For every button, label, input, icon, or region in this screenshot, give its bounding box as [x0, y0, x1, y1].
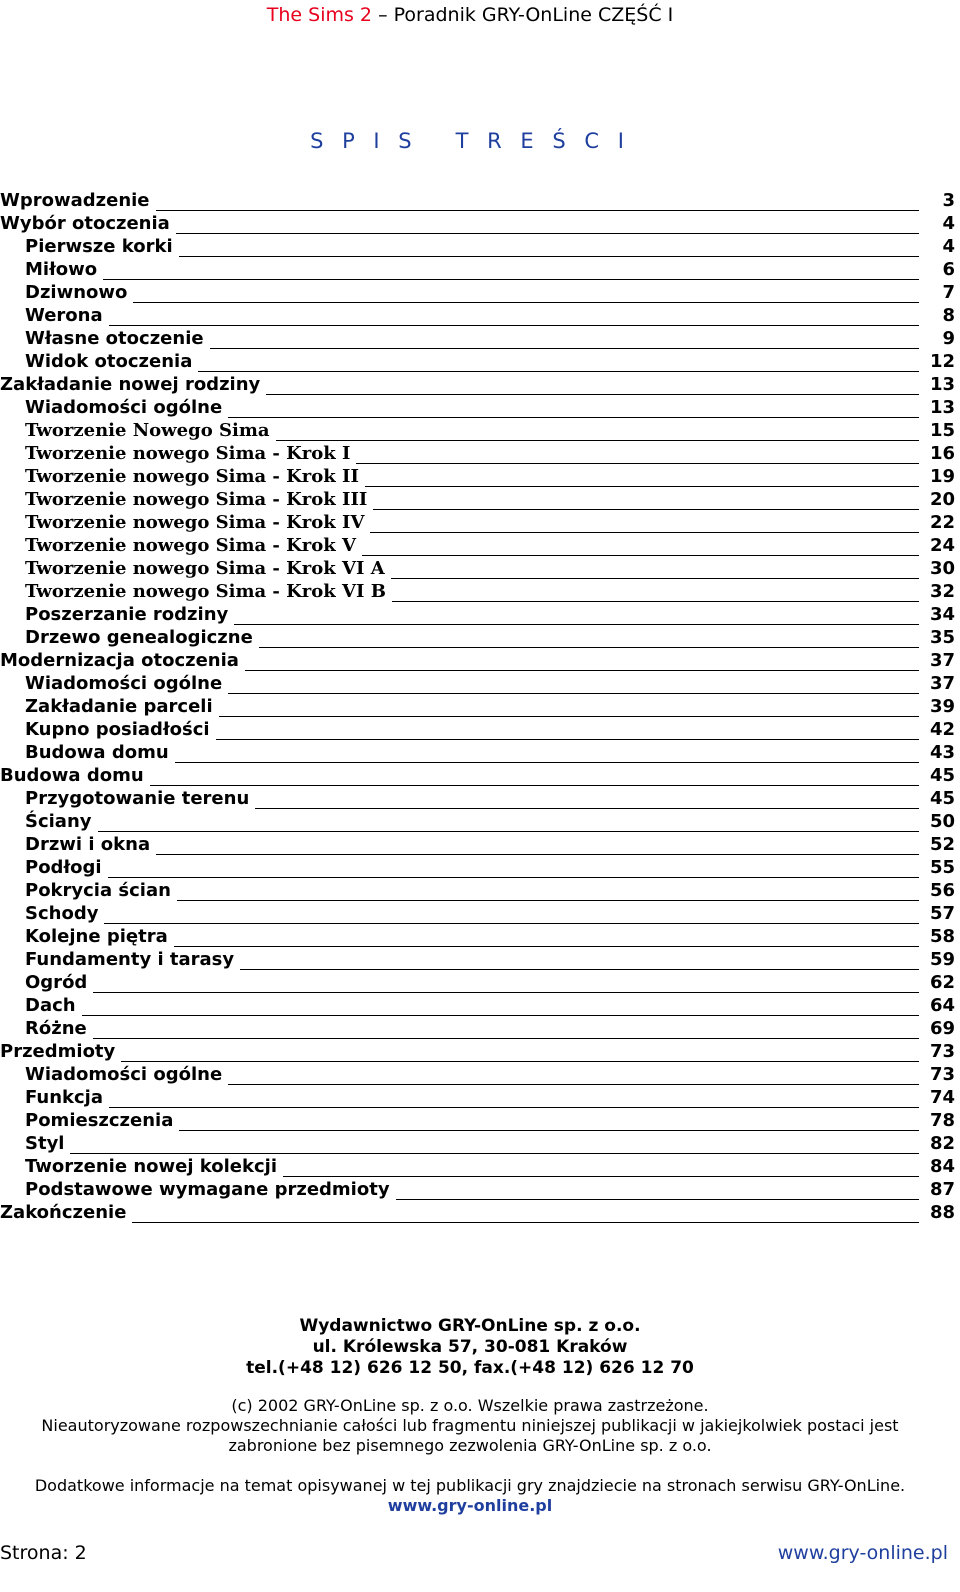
toc-entry[interactable] [0, 1062, 955, 1085]
toc-entry-page: 13 [929, 374, 955, 395]
toc-leader-line [373, 509, 919, 510]
toc-leader-line [179, 1130, 919, 1131]
toc-entry-label: Miłowo [25, 259, 98, 280]
toc-entry-page: 6 [942, 259, 955, 280]
toc-entry[interactable] [0, 257, 955, 280]
toc-entry-page: 4 [942, 236, 955, 257]
info-block [0, 1476, 940, 1516]
header-subtitle: – Poradnik GRY-OnLine CZĘŚĆ I [372, 4, 674, 26]
toc-leader-line [103, 279, 919, 280]
toc-entry-page: 62 [929, 972, 955, 993]
toc-entry-label: Tworzenie nowego Sima - Krok V [25, 535, 357, 556]
toc-entry[interactable] [0, 740, 955, 763]
toc-entry-label: Tworzenie nowego Sima - Krok II [25, 466, 359, 487]
toc-entry-label: Styl [25, 1133, 65, 1154]
toc-entry-page: 24 [929, 535, 955, 556]
toc-entry-page: 64 [929, 995, 955, 1016]
toc-entry[interactable] [0, 970, 955, 993]
toc-entry-page: 15 [929, 420, 955, 441]
toc-entry[interactable] [0, 947, 955, 970]
toc-entry-label: Modernizacja otoczenia [0, 650, 239, 671]
toc-entry-page: 45 [929, 765, 955, 786]
toc-leader-line [228, 693, 919, 694]
toc-entry-page: 69 [929, 1018, 955, 1039]
toc-leader-line [392, 601, 919, 602]
page-number: Strona: 2 [0, 1542, 87, 1564]
toc-leader-line [276, 440, 919, 441]
toc-entry-label: Drzwi i okna [25, 834, 151, 855]
toc-leader-line [93, 992, 919, 993]
toc-entry[interactable] [0, 510, 955, 533]
info-link[interactable]: www.gry-online.pl [387, 1496, 553, 1515]
toc-entry-label: Tworzenie nowego Sima - Krok VI A [25, 558, 385, 579]
toc-leader-line [362, 555, 919, 556]
toc-entry[interactable] [0, 1016, 955, 1039]
toc-entry-label: Ściany [25, 811, 92, 832]
toc-entry-label: Dach [25, 995, 76, 1016]
toc-entry-page: 78 [929, 1110, 955, 1131]
toc-entry-page: 20 [929, 489, 955, 510]
toc-entry[interactable] [0, 763, 955, 786]
toc-entry-page: 73 [929, 1041, 955, 1062]
toc-entry-page: 37 [929, 650, 955, 671]
toc-entry-page: 74 [929, 1087, 955, 1108]
toc-leader-line [216, 739, 919, 740]
legal-notice [0, 1396, 940, 1456]
toc-entry[interactable] [0, 717, 955, 740]
toc-entry-label: Werona [25, 305, 103, 326]
toc-leader-line [156, 210, 919, 211]
toc-leader-line [356, 463, 919, 464]
toc-entry[interactable] [0, 1131, 955, 1154]
toc-entry-label: Przygotowanie terenu [25, 788, 250, 809]
toc-entry[interactable] [0, 694, 955, 717]
toc-leader-line [255, 808, 919, 809]
toc-entry-label: Budowa domu [0, 765, 144, 786]
toc-leader-line [198, 371, 919, 372]
toc-entry-label: Tworzenie nowego Sima - Krok VI B [25, 581, 386, 602]
toc-leader-line [174, 946, 919, 947]
toc-entry[interactable] [0, 1200, 955, 1223]
toc-entry-label: Wiadomości ogólne [25, 397, 223, 418]
toc-entry-label: Wiadomości ogólne [25, 1064, 223, 1085]
toc-leader-line [109, 1107, 919, 1108]
toc-leader-line [365, 486, 919, 487]
toc-entry-label: Widok otoczenia [25, 351, 193, 372]
toc-entry-page: 4 [942, 213, 955, 234]
toc-entry-label: Podstawowe wymagane przedmioty [25, 1179, 390, 1200]
toc-entry[interactable] [0, 303, 955, 326]
toc-leader-line [104, 923, 919, 924]
toc-entry-page: 45 [929, 788, 955, 809]
toc-entry[interactable] [0, 395, 955, 418]
toc-entry-page: 84 [929, 1156, 955, 1177]
toc-entry-page: 9 [942, 328, 955, 349]
toc-entry-label: Poszerzanie rodziny [25, 604, 229, 625]
toc-entry-page: 34 [929, 604, 955, 625]
toc-entry[interactable] [0, 832, 955, 855]
toc-leader-line [283, 1176, 919, 1177]
toc-entry[interactable] [0, 188, 955, 211]
toc-leader-line [98, 831, 920, 832]
toc-entry[interactable] [0, 280, 955, 303]
toc-entry[interactable] [0, 671, 955, 694]
toc-entry-label: Budowa domu [25, 742, 169, 763]
toc-entry[interactable] [0, 464, 955, 487]
toc-entry-label: Ogród [25, 972, 88, 993]
toc-entry-page: 50 [929, 811, 955, 832]
toc-leader-line [132, 1222, 919, 1223]
toc-entry-page: 22 [929, 512, 955, 533]
toc-entry-label: Własne otoczenie [25, 328, 204, 349]
toc-leader-line [133, 302, 919, 303]
page-header [0, 4, 940, 26]
toc-leader-line [396, 1199, 919, 1200]
toc-entry-label: Zakładanie parceli [25, 696, 213, 717]
toc-leader-line [228, 1084, 919, 1085]
toc-entry[interactable] [0, 211, 955, 234]
legal-line-2: zabronione bez pisemnego zezwolenia GRY-OnLine sp. z o.o. [228, 1436, 712, 1455]
footer-site-link[interactable]: www.gry-online.pl [777, 1542, 948, 1564]
toc-leader-line [228, 417, 919, 418]
toc-entry-label: Wprowadzenie [0, 190, 150, 211]
toc-entry-label: Przedmioty [0, 1041, 116, 1062]
toc-entry[interactable] [0, 556, 955, 579]
toc-entry[interactable] [0, 602, 955, 625]
publisher-block [0, 1316, 940, 1379]
toc-leader-line [391, 578, 919, 579]
toc-entry[interactable] [0, 993, 955, 1016]
toc-entry-page: 30 [929, 558, 955, 579]
toc-entry-label: Funkcja [25, 1087, 103, 1108]
toc-entry-label: Wybór otoczenia [0, 213, 170, 234]
toc-entry-page: 37 [929, 673, 955, 694]
toc-leader-line [266, 394, 919, 395]
toc-entry-label: Fundamenty i tarasy [25, 949, 235, 970]
toc-entry-page: 12 [929, 351, 955, 372]
legal-line-1: Nieautoryzowane rozpowszechnianie całości lub fragmentu niniejszej publikacji w jakiejkolwiek postaci jest [41, 1416, 899, 1435]
toc-entry-label: Tworzenie nowego Sima - Krok IV [25, 512, 365, 533]
toc-entry-page: 3 [942, 190, 955, 211]
toc-entry-page: 7 [942, 282, 955, 303]
toc-entry-page: 73 [929, 1064, 955, 1085]
toc-leader-line [108, 877, 919, 878]
copyright-line: (c) 2002 GRY-OnLine sp. z o.o. Wszelkie prawa zastrzeżone. [231, 1396, 709, 1415]
toc-leader-line [121, 1061, 919, 1062]
toc-entry-label: Tworzenie nowego Sima - Krok III [25, 489, 368, 510]
toc-leader-line [176, 233, 919, 234]
toc-entry-label: Pierwsze korki [25, 236, 173, 257]
toc-entry-label: Pokrycia ścian [25, 880, 171, 901]
toc-entry-page: 57 [929, 903, 955, 924]
toc-entry[interactable] [0, 878, 955, 901]
toc-leader-line [179, 256, 919, 257]
toc-entry-page: 88 [929, 1202, 955, 1223]
toc-heading: S P I S T R E Ś C I [310, 129, 630, 153]
toc-entry-label: Tworzenie Nowego Sima [25, 420, 270, 441]
toc-leader-line [177, 900, 919, 901]
toc-entry-label: Kolejne piętra [25, 926, 168, 947]
toc-entry[interactable] [0, 1108, 955, 1131]
toc-entry[interactable] [0, 326, 955, 349]
toc-entry-page: 82 [929, 1133, 955, 1154]
toc-entry[interactable] [0, 1085, 955, 1108]
toc-entry-label: Tworzenie nowego Sima - Krok I [25, 443, 351, 464]
toc-entry-page: 52 [929, 834, 955, 855]
toc-entry-page: 55 [929, 857, 955, 878]
publisher-name: Wydawnictwo GRY-OnLine sp. z o.o. [299, 1316, 641, 1336]
toc-entry[interactable] [0, 418, 955, 441]
toc-leader-line [234, 624, 919, 625]
toc-entry[interactable] [0, 441, 955, 464]
toc-leader-line [240, 969, 919, 970]
toc-entry-page: 35 [929, 627, 955, 648]
toc-entry[interactable] [0, 855, 955, 878]
toc-entry-page: 59 [929, 949, 955, 970]
toc-entry[interactable] [0, 487, 955, 510]
toc-entry-label: Różne [25, 1018, 87, 1039]
toc-entry[interactable] [0, 924, 955, 947]
toc-leader-line [175, 762, 919, 763]
toc-entry-page: 43 [929, 742, 955, 763]
toc-entry-page: 39 [929, 696, 955, 717]
toc-leader-line [109, 325, 919, 326]
toc-entry-page: 16 [929, 443, 955, 464]
toc-entry-page: 8 [942, 305, 955, 326]
header-game-title: The Sims 2 [266, 4, 373, 26]
toc-entry-label: Zakładanie nowej rodziny [0, 374, 261, 395]
table-of-contents [0, 188, 955, 1223]
toc-entry-label: Zakończenie [0, 1202, 127, 1223]
toc-entry[interactable] [0, 901, 955, 924]
toc-entry[interactable] [0, 372, 955, 395]
toc-entry-label: Schody [25, 903, 99, 924]
toc-leader-line [370, 532, 919, 533]
toc-leader-line [93, 1038, 919, 1039]
toc-leader-line [70, 1153, 919, 1154]
toc-entry-label: Pomieszczenia [25, 1110, 174, 1131]
publisher-address: ul. Królewska 57, 30-081 Kraków [312, 1337, 628, 1357]
toc-entry-label: Wiadomości ogólne [25, 673, 223, 694]
toc-leader-line [259, 647, 919, 648]
toc-entry-label: Tworzenie nowej kolekcji [25, 1156, 277, 1177]
toc-leader-line [150, 785, 919, 786]
toc-entry[interactable] [0, 1039, 955, 1062]
toc-leader-line [82, 1015, 919, 1016]
toc-leader-line [156, 854, 919, 855]
publisher-phone: tel.(+48 12) 626 12 50, fax.(+48 12) 626 12 70 [246, 1358, 694, 1378]
toc-entry[interactable] [0, 809, 955, 832]
toc-entry-label: Dziwnowo [25, 282, 128, 303]
toc-entry[interactable] [0, 349, 955, 372]
toc-leader-line [210, 348, 919, 349]
toc-entry[interactable] [0, 648, 955, 671]
toc-entry[interactable] [0, 533, 955, 556]
toc-entry-label: Kupno posiadłości [25, 719, 210, 740]
toc-entry[interactable] [0, 786, 955, 809]
toc-entry[interactable] [0, 234, 955, 257]
toc-entry-page: 58 [929, 926, 955, 947]
toc-entry[interactable] [0, 625, 955, 648]
toc-leader-line [219, 716, 919, 717]
info-text: Dodatkowe informacje na temat opisywanej w tej publikacji gry znajdziecie na stronach serwisu GRY-OnLine. [34, 1476, 906, 1495]
toc-entry-label: Drzewo genealogiczne [25, 627, 253, 648]
toc-entry-page: 42 [929, 719, 955, 740]
toc-entry-page: 13 [929, 397, 955, 418]
toc-entry-page: 87 [929, 1179, 955, 1200]
toc-entry[interactable] [0, 579, 955, 602]
toc-leader-line [245, 670, 919, 671]
toc-entry-label: Podłogi [25, 857, 102, 878]
toc-entry-page: 32 [929, 581, 955, 602]
toc-entry-page: 56 [929, 880, 955, 901]
toc-entry[interactable] [0, 1154, 955, 1177]
toc-entry-page: 19 [929, 466, 955, 487]
toc-entry[interactable] [0, 1177, 955, 1200]
